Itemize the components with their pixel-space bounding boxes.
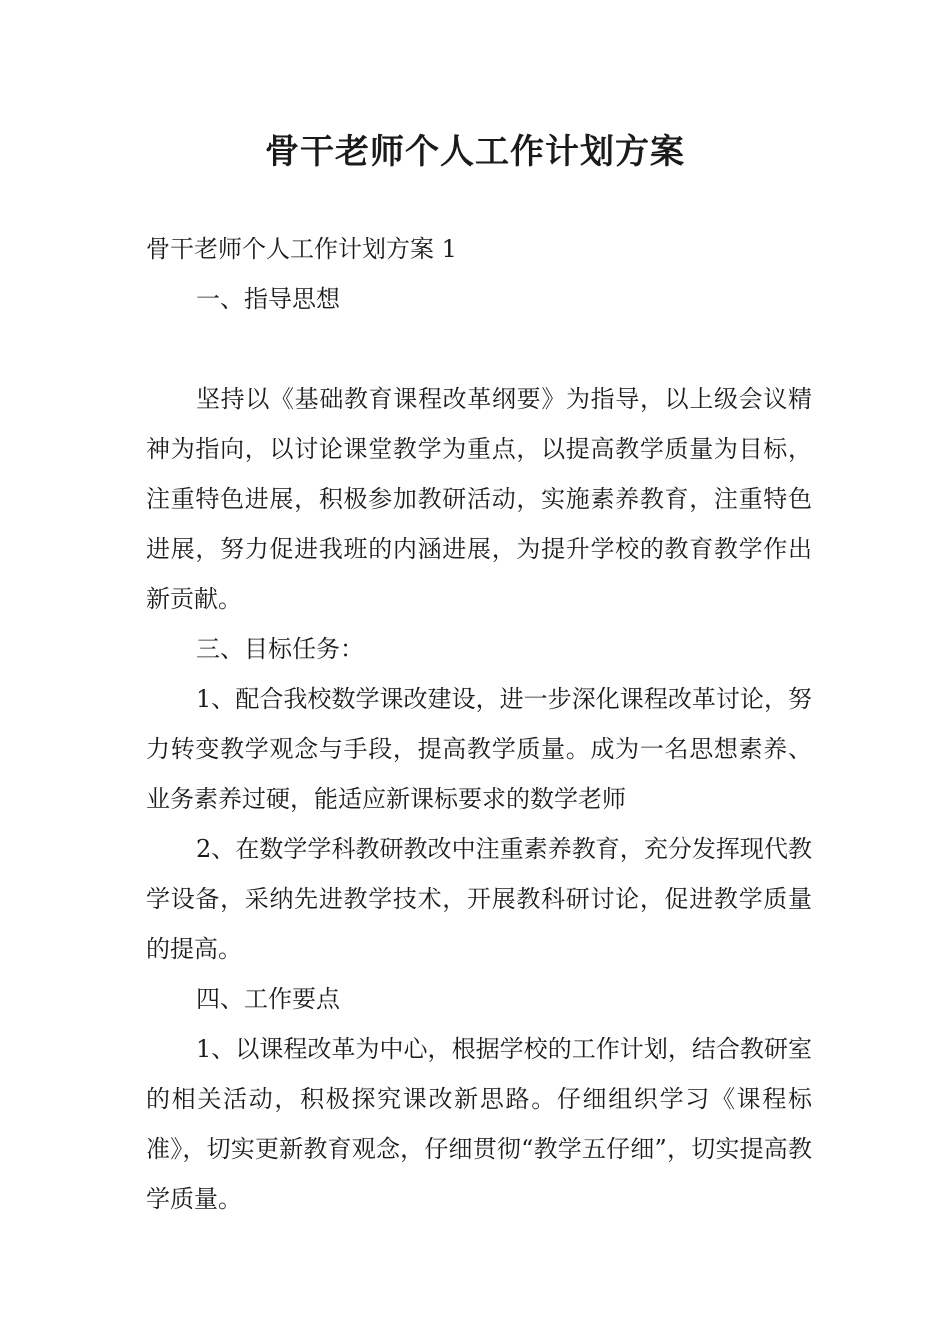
work-point-1: 1、以课程改革为中心，根据学校的工作计划，结合教研室的相关活动，积极探究课改新思路。仔细组织学习《课程标准》，切实更新教育观念，仔细贯彻“教学五仔细”，切实提高教学质量。 bbox=[146, 1035, 812, 1213]
document-subtitle: 骨干老师个人工作计划方案 1 bbox=[146, 235, 457, 263]
section-1-heading: 一、指导思想 bbox=[196, 285, 340, 313]
section-3-heading: 三、目标任务： bbox=[196, 635, 364, 663]
goal-item-2: 2、在数学学科教研教改中注重素养教育，充分发挥现代教学设备，采纳先进教学技术，开展教科研讨论，促进教学质量的提高。 bbox=[146, 835, 812, 963]
document-title: 骨干老师个人工作计划方案 bbox=[265, 132, 685, 172]
section-4-heading: 四、工作要点 bbox=[196, 985, 340, 1013]
document-body bbox=[146, 224, 812, 1224]
goal-item-1: 1、配合我校数学课改建设，进一步深化课程改革讨论，努力转变教学观念与手段，提高教学质量。成为一名思想素养、业务素养过硬，能适应新课标要求的数学老师 bbox=[146, 685, 812, 813]
paragraph-spacer bbox=[146, 324, 812, 374]
guiding-paragraph: 坚持以《基础教育课程改革纲要》为指导，以上级会议精神为指向，以讨论课堂教学为重点，以提高教学质量为目标，注重特色进展，积极参加教研活动，实施素养教育，注重特色进展，努力促进我班的内涵进展，为提升学校的教育教学作出新贡献。 bbox=[146, 385, 812, 613]
